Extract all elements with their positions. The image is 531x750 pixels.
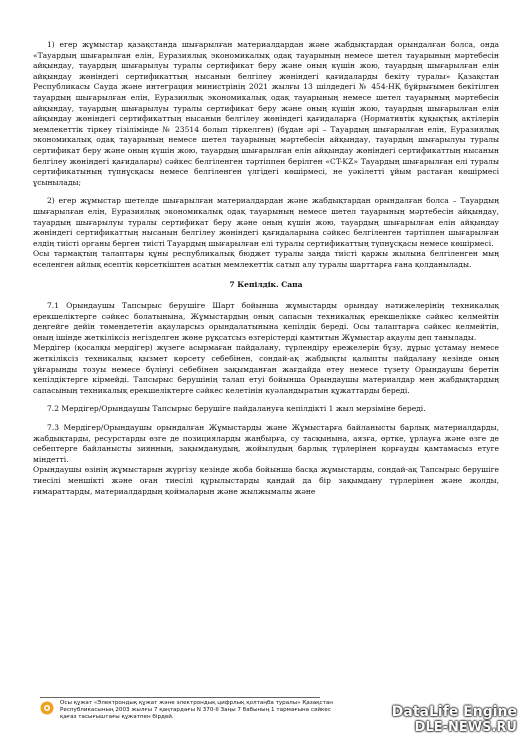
paragraph-7-2: 7.2 Мердігер/Орындаушы Тапсырыс берушіге пайдалануға кепілдікті 1 жыл мерзіміне береді. xyxy=(47,404,426,414)
paragraph-executor-note: Орындаушы өзінің жұмыстарын жүргізу кезінде жоба бойынша басқа жұмыстарды, сондай-ақ Тапсырыс берушіге тиесілі меншікті және оған тиесілі құрылыстарды қандай да бір зақымдану түрлерінен және жолды, ғимараттарды, материалдардың қоймаларын және жылжымалы және xyxy=(33,465,499,496)
document-body xyxy=(33,40,499,497)
paragraph-7-3: 7.3 Мердігер/Орындаушы орындалған Жұмыстарды және Жұмыстарға байланысты барлық материалдарды, жабдықтарды, ресурстарды өзге де позицияларды жаңбырға, су тасқынына, аязға, өртке, ұрлауға және өзге де себептерге байланысты зиянның, зақымданудың, жойылудың барлық түрлерінен қорғауды қамтамасыз етуге міндетті. xyxy=(33,423,499,464)
section-title: 7 Кепілдік. Сапа xyxy=(229,280,303,290)
paragraph-contractor-note: Мердігер (қосалқы мердігер) жүзеге асырмаған пайдалану, түрлендіру ережелерін бұзу, дұрыс ұстамау немесе жеткіліксіз техникалық қызмет көрсету себебінен, сондай-ақ жабдықты қалыпты пайдалану кезінде оның ұйғарынды тозуы немесе бүлінуі себебінен зақымданған жағдайда өтеу немесе түзету Орындаушы беретін кепілдіктерге кірмейді. Тапсырыс берушінің талап етуі бойынша Орындаушы материалдар мен жабдықтардың сапасының техникалық ерекшеліктерге сәйкес келетінін куәландыратын құжаттарды береді. xyxy=(33,343,499,395)
paragraph-item-1: 1) егер жұмыстар қазақстанда шығарылған материалдардан және жабдықтардан орындалған болса, онда «Тауардың шығарылған елін, Еуразиялық экономикалық одақ тауарының немесе шетел тауарының мәртебесін айқындау, тауардың шығарылуы туралы сертификат беру және оның күшін жою, тауардың шығарылған елін айқындау жөніндегі сертификаттың нысанын белгілеу жөніндегі қағидаларды бекіту туралы» Қазақстан Республикасы Сауда және интеграция министрінің 2021 жылғы 13 шілдедегі № 454-НҚ бұйрығымен бекітілген тауардың шығарылған елін, Еуразиялық экономикалық одақ тауарының немесе шетел тауарының мәртебесін айқындау, тауардың шығарылуы туралы сертификат беру және оның күшін жою, тауардың шығарылған елін айқындау жөніндегі сертификаттың нысанын белгілеу жөніндегі қағидаларға (Нормативтік құқықтық актілерін мемлекеттік тіркеу тізілімінде № 23514 болып тіркелген) (бұдан әрі – Тауардың шығарылған елін, Еуразиялық экономикалық одақ тауарының немесе шетел тауарының мәртебесін айқындау, тауардың шығарылуы туралы сертификат беру және оның күшін жою, тауардың шығарылған елін айқындау жөніндегі сертификаттың нысанын белгілеу жөніндегі қағидалары) сәйкес белгіленген тәртіппен берілген «CT-KZ» Тауардың шығарылған елі туралы сертификатының түпнұсқасы немесе белгіленген үлгідегі көшірмесі, не уәкілетті ұйым растаған көшірмесі ұсынылады; xyxy=(33,40,499,187)
paragraph-7-1: 7.1 Орындаушы Тапсырыс берушіге Шарт бойынша жұмыстарды орындау нәтижелерінің техникалық ерекшеліктерге сәйкес болатынына, Жұмыстардың оның сапасын техникалық ерекшелікке сәйкес келмейтін деңгейге дейін төмендететін ақауларсыз орындалатынына кепілдік береді. Осы талаптарға сәйкес келмейтін, оның ішінде жеткіліксіз негізделген жөне рұқсатсыз өзгерістерді қамтитын Жұмыстар ақаулы деп танылады. xyxy=(33,301,499,342)
paragraph-scope: Осы тармақтың талаптары құны республикалық бюджет туралы заңда тиісті қаржы жылына белгіленген мың еселенген айлық есептік көрсеткіштен асатын мемлекеттік сатып алу туралы шарттарға ғана қолданылады. xyxy=(33,249,499,269)
watermark-line-2: DLE-NEWS.RU xyxy=(414,720,517,735)
watermark xyxy=(392,704,517,735)
footer-text: Осы құжат «Электрондық құжат және электрондық цифрлық қолтаңба туралы» Қазақстан Республикасының 2003 жылғы 7 қаңтардағы N 370-II Заңы 7 бабының 1 тармағына сәйкес қағаз тасығыштағы құжатпен бірдей. xyxy=(60,700,333,720)
paragraph-item-2: 2) егер жұмыстар шетелде шығарылған материалдардан және жабдықтардан орындалған болса – Тауардың шығарылған елін, Еуразиялық экономикалық одақ тауарының немесе шетел тауарының мәртебесін айқындау, тауардың шығарылуы туралы сертификат беру және оның күшін жою, тауардың шығарылған елін айқындау жөніндегі сертификаттың нысанын белгілеу жөніндегі қағидаларына сәйкес белгіленген тәртіппен шығарылған елдің тиісті органы берген тиісті Тауардың шығарылған елі туралы сертификаттың түпнұсқасы немесе көшірмесі. xyxy=(33,196,499,248)
footer-divider xyxy=(40,697,320,698)
document-footer xyxy=(40,697,340,721)
watermark-line-1: DataLife Engine xyxy=(391,704,517,720)
e-signature-icon xyxy=(40,701,54,715)
